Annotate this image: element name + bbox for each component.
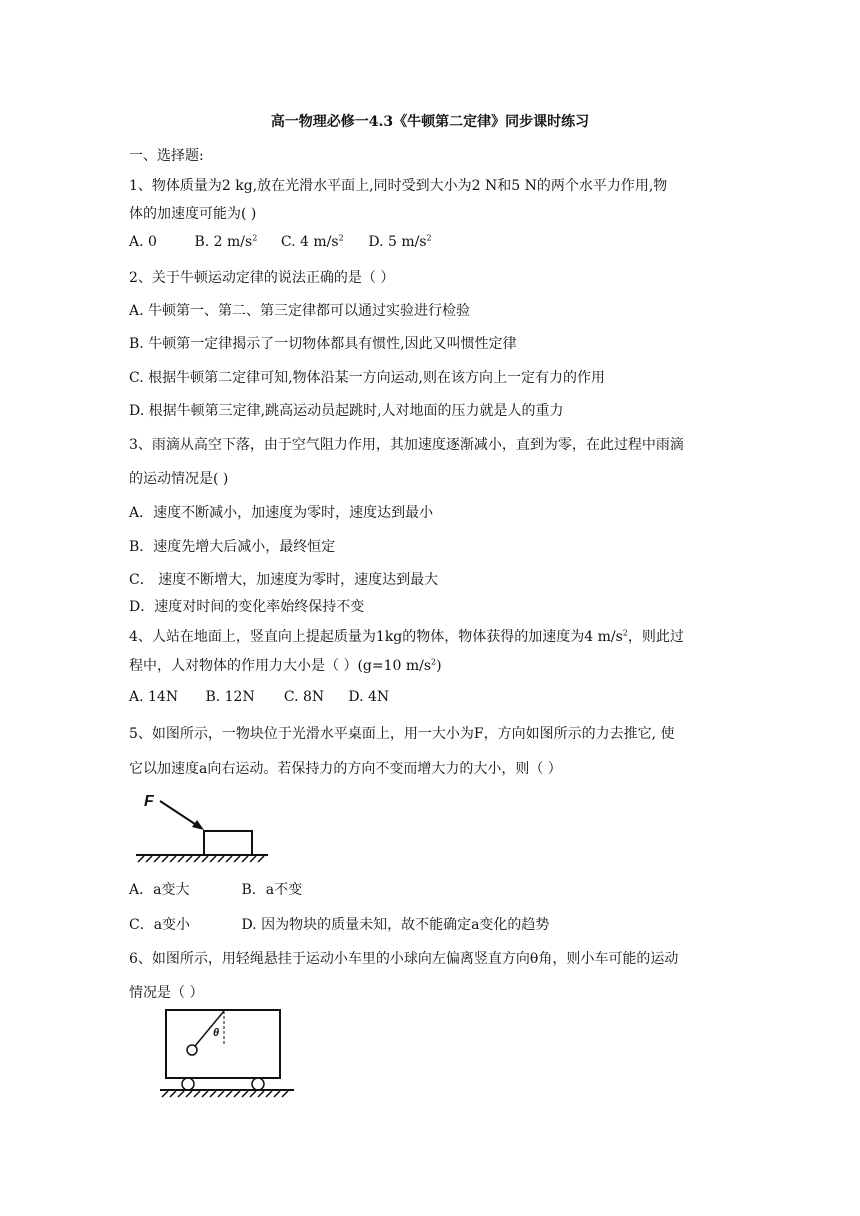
q5-options-row2: [129, 915, 549, 935]
q1-option-d: D. 5 $m/s^2$: [368, 233, 432, 250]
q4-option-c: C. 8N: [283, 689, 325, 705]
q3-option-c: C． 速度不断增大，加速度为零时，速度达到最大: [129, 572, 439, 588]
q5-stem-line1: 5、如图所示，一物块位于光滑水平桌面上，用一大小为F，方向如图所示的力去推它, 使: [129, 726, 675, 742]
q3-stem-line1: 3、雨滴从高空下落，由于空气阻力作用，其加速度逐渐减小，直到为零，在此过程中雨滴: [129, 437, 684, 453]
q4-option-b: B. 12N: [205, 689, 255, 705]
q3-stem-line2: 的运动情况是( ): [129, 471, 229, 487]
q6-cart-body: [166, 1010, 280, 1078]
q1-stem-line2: 体的加速度可能为( ): [129, 206, 257, 222]
q2-stem: 2、关于牛顿运动定律的说法正确的是（ ）: [129, 270, 395, 286]
q6-stem-line1: 6、如图所示，用轻绳悬挂于运动小车里的小球向左偏离竖直方向θ角，则小车可能的运动: [129, 951, 679, 967]
q6-ground-hatch: [162, 1091, 288, 1097]
q1-option-b: B. 2 $m/s^2$: [194, 233, 258, 250]
q5-option-d: D. 因为物块的质量未知，故不能确定a变化的趋势: [241, 917, 550, 933]
q2-option-d: D. 根据牛顿第三定律,跳高运动员起跳时,人对地面的压力就是人的重力: [129, 403, 564, 419]
q4-options: [129, 687, 389, 707]
q5-block: [204, 831, 252, 855]
q5-stem-line2: 它以加速度a向右运动。若保持力的方向不变而增大力的大小，则（ ）: [129, 761, 562, 777]
document-title: 高一物理必修一4.3《牛顿第二定律》同步课时练习: [270, 114, 590, 130]
q4-option-a: A. 14N: [129, 689, 179, 705]
q5-force-arrow-head: [192, 820, 204, 830]
q6-ball: [187, 1045, 197, 1055]
q2-option-a: A. 牛顿第一、第二、第三定律都可以通过实验进行检验: [129, 303, 471, 319]
q4-stem-line2: 程中，人对物体的作用力大小是（ ）(g=10 $m/s^2$): [129, 657, 442, 674]
q6-stem-line2: 情况是（ ）: [129, 985, 204, 1001]
q3-option-b: B．速度先增大后减小，最终恒定: [129, 539, 336, 555]
section-heading: 一、选择题:: [129, 148, 204, 164]
q3-option-d: D．速度对时间的变化率始终保持不变: [129, 599, 365, 615]
q2-option-c: C. 根据牛顿第二定律可知,物体沿某一方向运动,则在该方向上一定有力的作用: [129, 370, 606, 386]
q6-wheel-left: [182, 1078, 194, 1090]
q5-force-arrow-shaft: [160, 801, 198, 826]
q6-wheel-right: [252, 1078, 264, 1090]
q5-force-label: F: [144, 793, 154, 810]
q5-ground-hatch: [138, 856, 264, 862]
q1-option-c: C. 4 $m/s^2$: [280, 233, 344, 250]
q5-option-b: B．a不变: [241, 882, 303, 898]
q5-block-force-figure: [134, 786, 270, 866]
q6-cart-pendulum-figure: [158, 1008, 296, 1100]
q4-option-d: D. 4N: [348, 689, 390, 705]
q5-option-c: C．a变小: [129, 917, 191, 933]
q6-angle-label: θ: [213, 1027, 220, 1039]
q1-stem-line1: 1、物体质量为2 kg,放在光滑水平面上,同时受到大小为2 N和5 N的两个水平力作用,物: [129, 178, 668, 194]
q5-option-a: A．a变大: [129, 882, 190, 898]
q1-options: [129, 232, 432, 252]
q2-option-b: B. 牛顿第一定律揭示了一切物体都具有惯性,因此又叫惯性定律: [129, 336, 517, 352]
q3-option-a: A．速度不断减小，加速度为零时，速度达到最小: [129, 505, 434, 521]
q1-option-a: A. 0: [129, 234, 157, 250]
q4-stem-line1: 4、人站在地面上，竖直向上提起质量为1kg的物体，物体获得的加速度为4 $m/s^2$，则此过: [129, 628, 684, 645]
q5-options-row1: [129, 880, 302, 900]
